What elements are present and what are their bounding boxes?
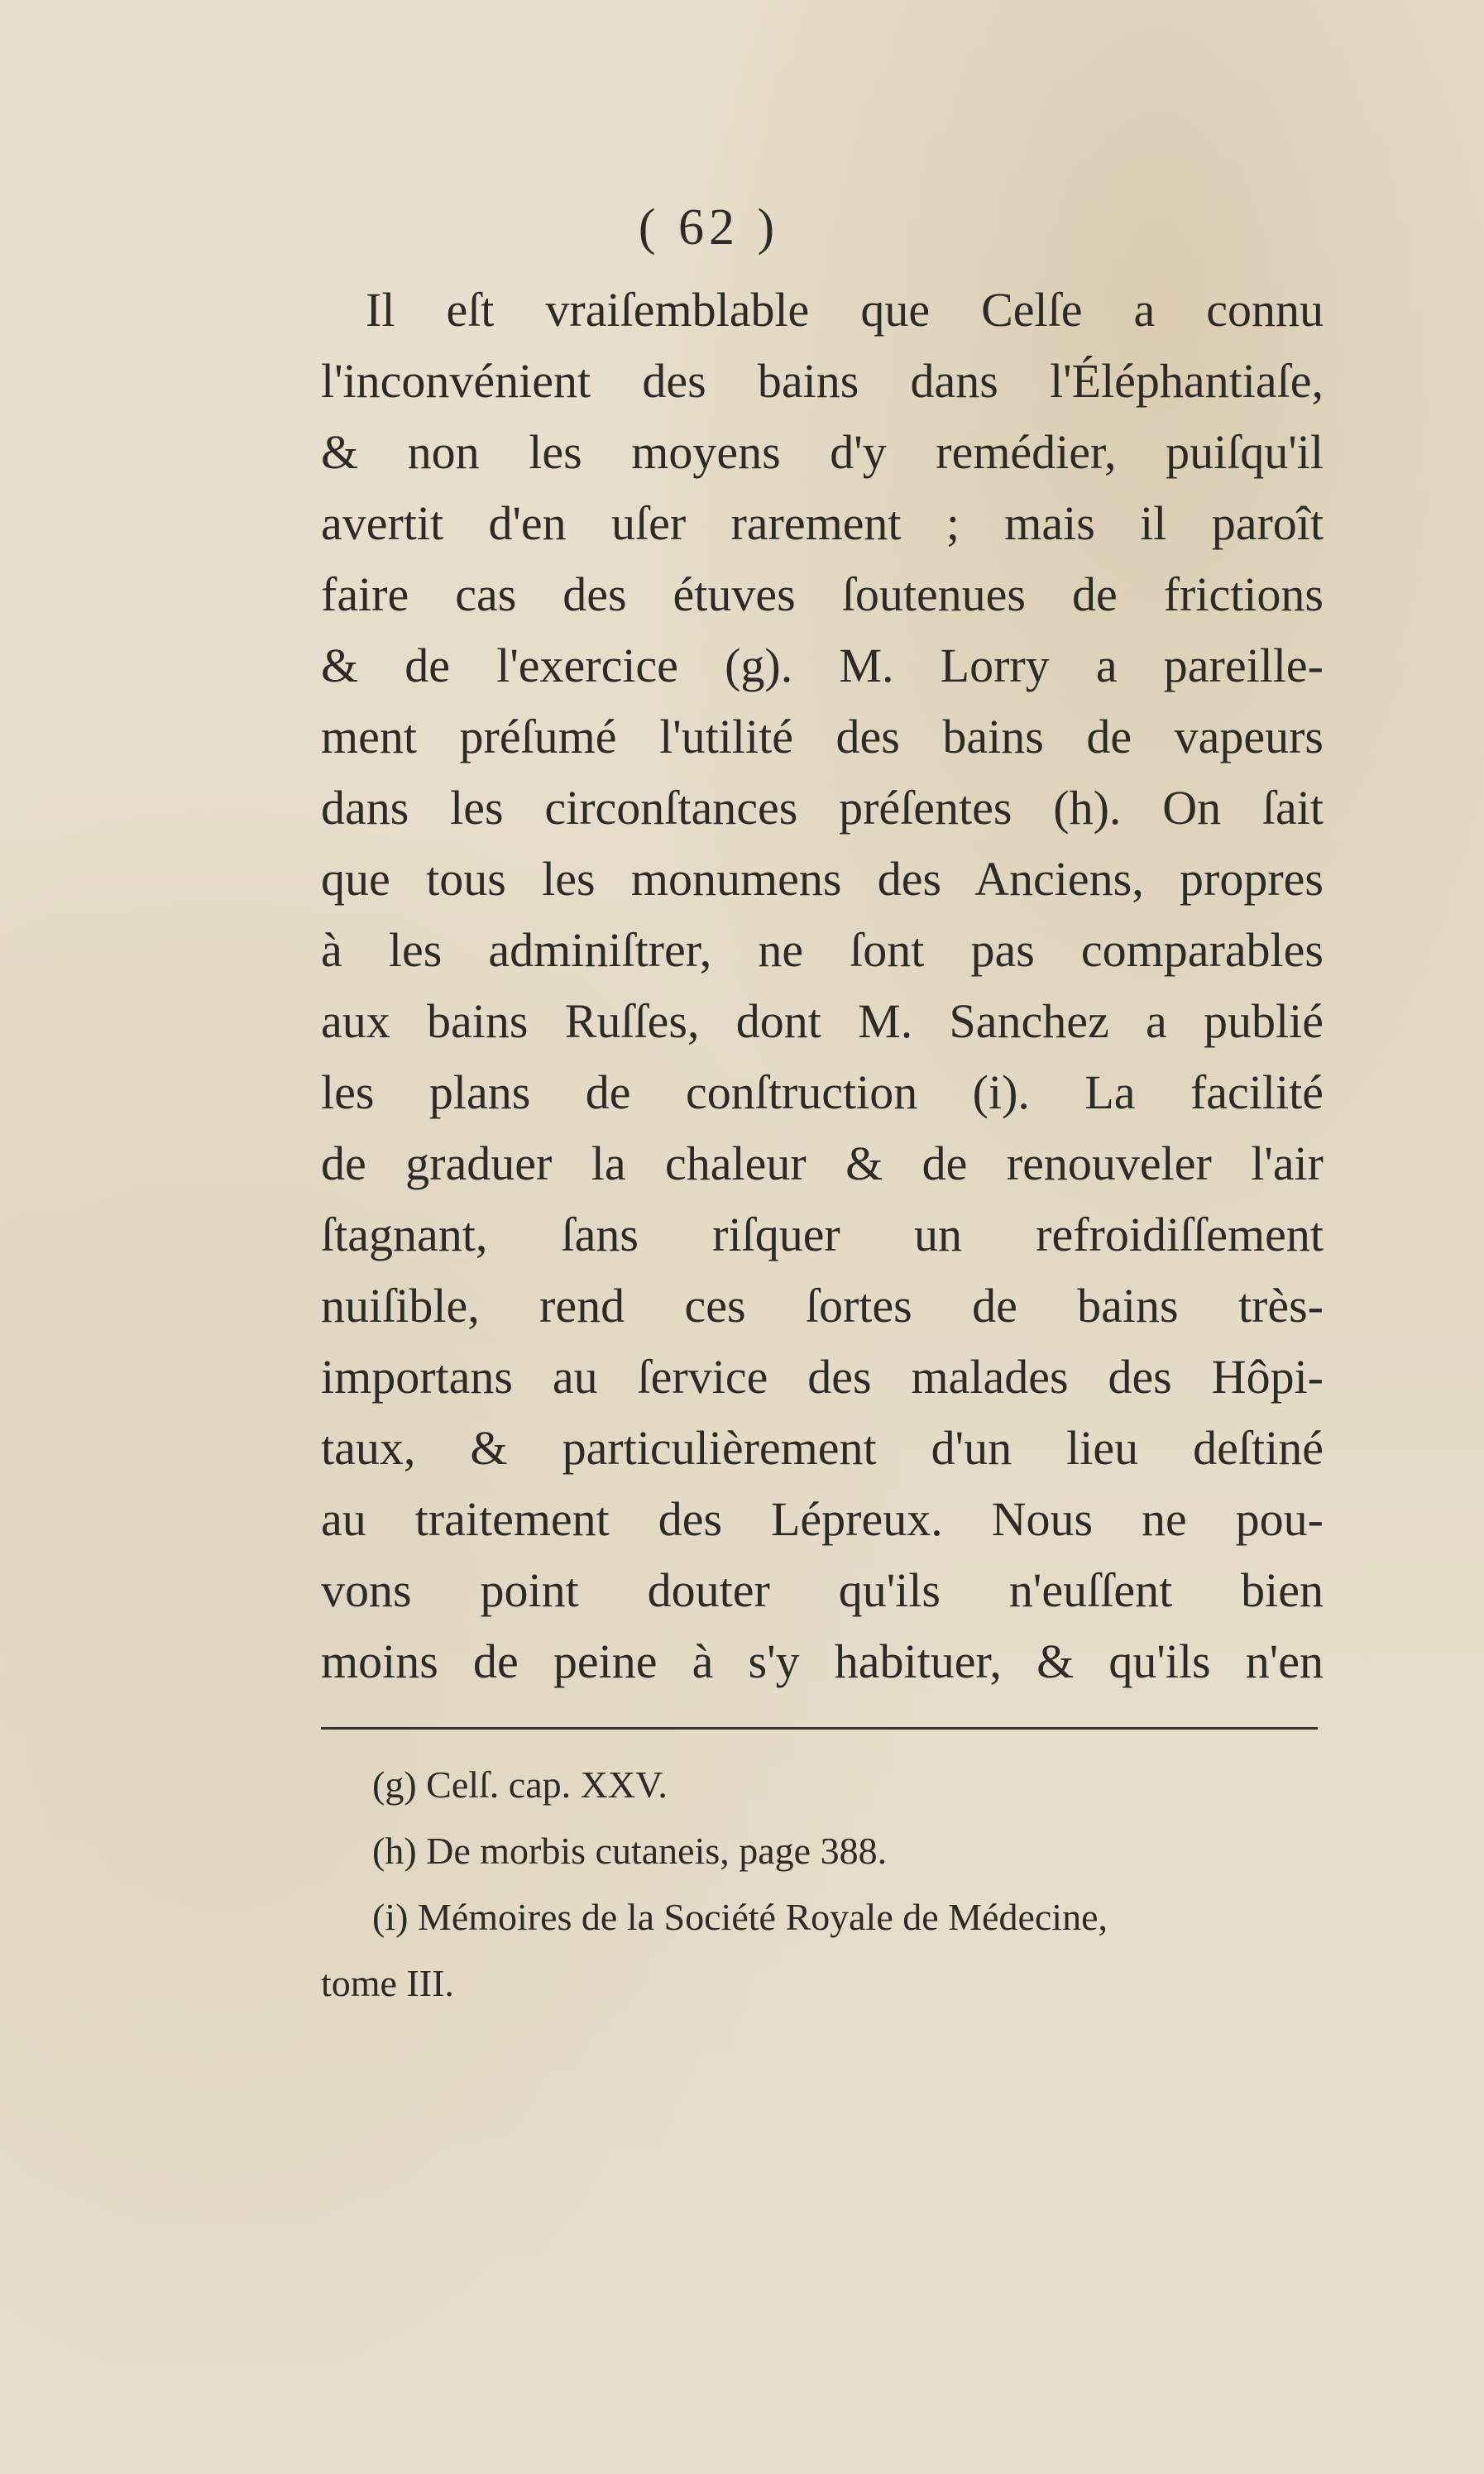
text-line: aux bains Ruſſes, dont M. Sanchez a publié — [321, 994, 1324, 1048]
body-text — [321, 275, 1324, 1697]
footnote-i: (i) Mémoires de la Société Royale de Médecine, — [372, 1896, 1108, 1938]
text-line: & non les moyens d'y remédier, puiſqu'il — [321, 425, 1324, 479]
text-line: que tous les monumens des Anciens, propres — [321, 852, 1324, 906]
text-line: avertit d'en uſer rarement ; mais il paroît — [321, 496, 1324, 550]
text-line: au traitement des Lépreux. Nous ne pou- — [321, 1492, 1324, 1546]
text-line: importans au ſervice des malades des Hôpi- — [321, 1350, 1324, 1404]
text-line: dans les circonſtances préſentes (h). On ſait — [321, 781, 1324, 835]
text-line: moins de peine à s'y habituer, & qu'ils n'en — [321, 1634, 1324, 1688]
text-line: ment préſumé l'utilité des bains de vapeurs — [321, 710, 1324, 763]
text-line: & de l'exercice (g). M. Lorry a pareille- — [321, 639, 1324, 692]
footnote-i-continuation: tome III. — [321, 1962, 454, 2004]
text-line: les plans de conſtruction (i). La facilité — [321, 1065, 1324, 1119]
text-line: nuiſible, rend ces ſortes de bains très- — [321, 1279, 1324, 1333]
text-line: vons point douter qu'ils n'euſſent bien — [321, 1563, 1324, 1617]
footnotes — [321, 1752, 1332, 2017]
footnote-h: (h) De morbis cutaneis, page 388. — [372, 1830, 888, 1872]
page-number: ( 62 ) — [638, 199, 780, 256]
text-line: Il eſt vraiſemblable que Celſe a connu — [366, 283, 1324, 337]
text-line: à les adminiſtrer, ne ſont pas comparables — [321, 923, 1324, 977]
footnote-g: (g) Celſ. cap. XXV. — [372, 1763, 668, 1806]
footnote-separator-rule — [321, 1727, 1318, 1730]
text-line: l'inconvénient des bains dans l'Éléphantiaſe, — [321, 354, 1324, 408]
text-line: ſtagnant, ſans riſquer un refroidiſſement — [321, 1208, 1324, 1261]
text-line: taux, & particulièrement d'un lieu deſtiné — [321, 1421, 1324, 1475]
text-line: de graduer la chaleur & de renouveler l'air — [321, 1137, 1324, 1190]
text-line: faire cas des étuves ſoutenues de frictions — [321, 567, 1324, 621]
